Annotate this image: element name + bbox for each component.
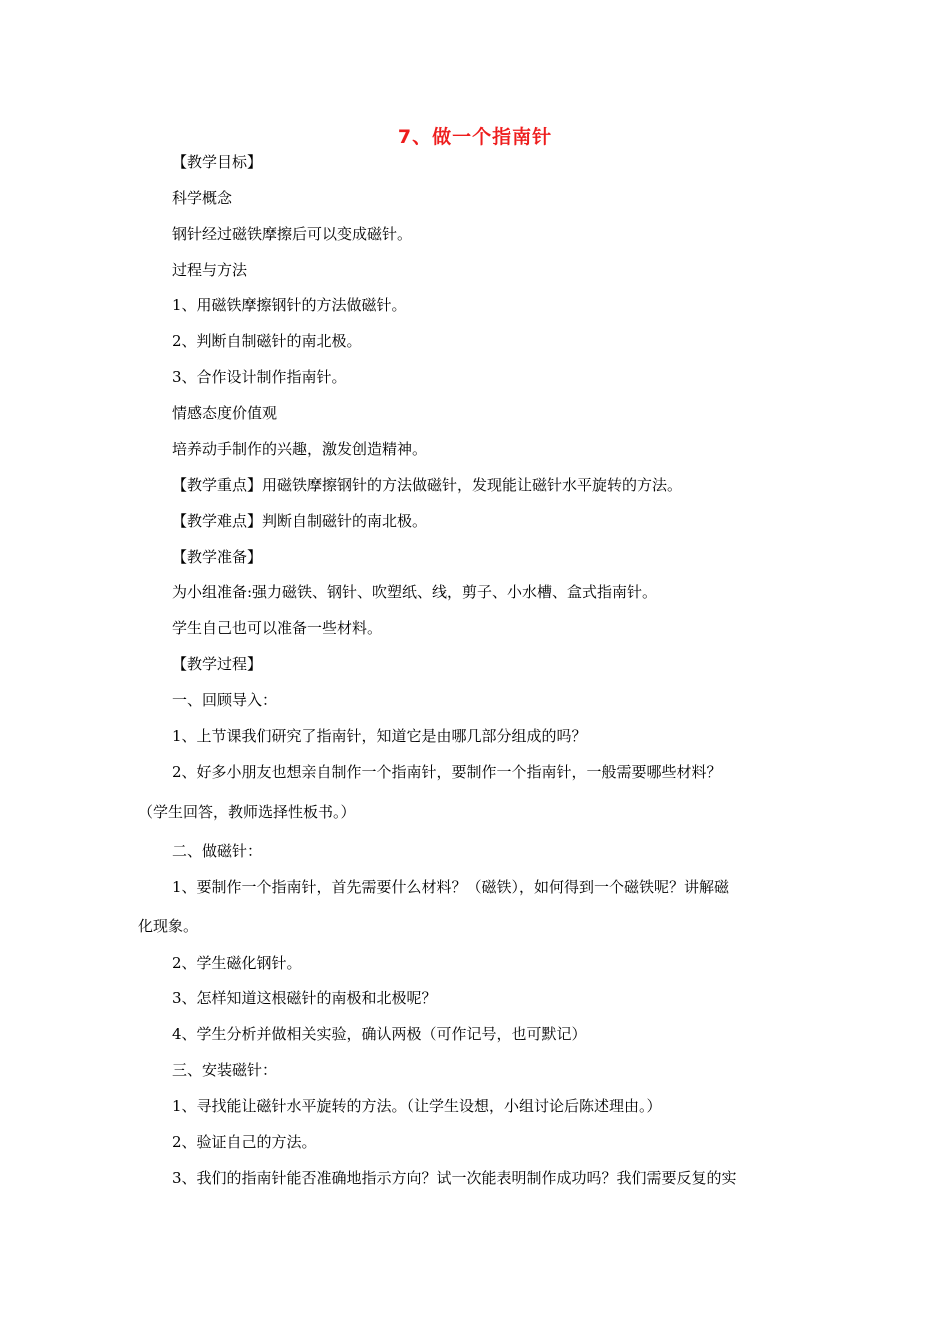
list-item: 3、我们的指南针能否准确地指示方向？试一次能表明制作成功吗？我们需要反复的实 xyxy=(172,1169,737,1187)
subheading-make-needle: 二、做磁针： xyxy=(172,842,263,860)
subheading-process-method: 过程与方法 xyxy=(172,261,248,279)
document-title: 7、做一个指南针 xyxy=(397,126,553,148)
paragraph-line: 钢针经过磁铁摩擦后可以变成磁针。 xyxy=(172,225,413,243)
list-item: 2、判断自制磁针的南北极。 xyxy=(172,332,362,350)
subheading-attitude-values: 情感态度价值观 xyxy=(172,404,278,422)
list-item: 1、上节课我们研究了指南针，知道它是由哪几部分组成的吗？ xyxy=(172,727,587,745)
paragraph-line: 化现象。 xyxy=(138,917,199,935)
subheading-science-concept: 科学概念 xyxy=(172,189,233,207)
list-item: 2、学生磁化钢针。 xyxy=(172,954,302,972)
section-heading-objectives: 【教学目标】 xyxy=(172,153,263,171)
subheading-install-needle: 三、安装磁针： xyxy=(172,1061,278,1079)
list-item: 4、学生分析并做相关实验，确认两极（可作记号，也可默记） xyxy=(172,1025,587,1043)
section-heading-process: 【教学过程】 xyxy=(172,655,263,673)
list-item: 1、要制作一个指南针，首先需要什么材料？（磁铁），如何得到一个磁铁呢？讲解磁 xyxy=(172,878,730,896)
paragraph-line: 培养动手制作的兴趣，激发创造精神。 xyxy=(172,440,428,458)
section-difficult-points: 【教学难点】判断自制磁针的南北极。 xyxy=(172,512,428,530)
section-key-points: 【教学重点】用磁铁摩擦钢针的方法做磁针，发现能让磁针水平旋转的方法。 xyxy=(172,476,683,494)
subheading-review: 一、回顾导入： xyxy=(172,691,278,709)
list-item: 1、用磁铁摩擦钢针的方法做磁针。 xyxy=(172,296,407,314)
list-item: 3、怎样知道这根磁针的南极和北极呢？ xyxy=(172,989,437,1007)
list-item: 3、合作设计制作指南针。 xyxy=(172,368,347,386)
paragraph-line: 学生自己也可以准备一些材料。 xyxy=(172,619,383,637)
paragraph-line: （学生回答，教师选择性板书。） xyxy=(138,803,356,821)
section-heading-preparation: 【教学准备】 xyxy=(172,548,263,566)
paragraph-line: 为小组准备:强力磁铁、钢针、吹塑纸、线，剪子、小水槽、盒式指南针。 xyxy=(172,583,658,601)
list-item: 2、验证自己的方法。 xyxy=(172,1133,317,1151)
list-item: 1、寻找能让磁针水平旋转的方法。（让学生设想，小组讨论后陈述理由。） xyxy=(172,1097,662,1115)
list-item: 2、好多小朋友也想亲自制作一个指南针，要制作一个指南针，一般需要哪些材料？ xyxy=(172,763,722,781)
